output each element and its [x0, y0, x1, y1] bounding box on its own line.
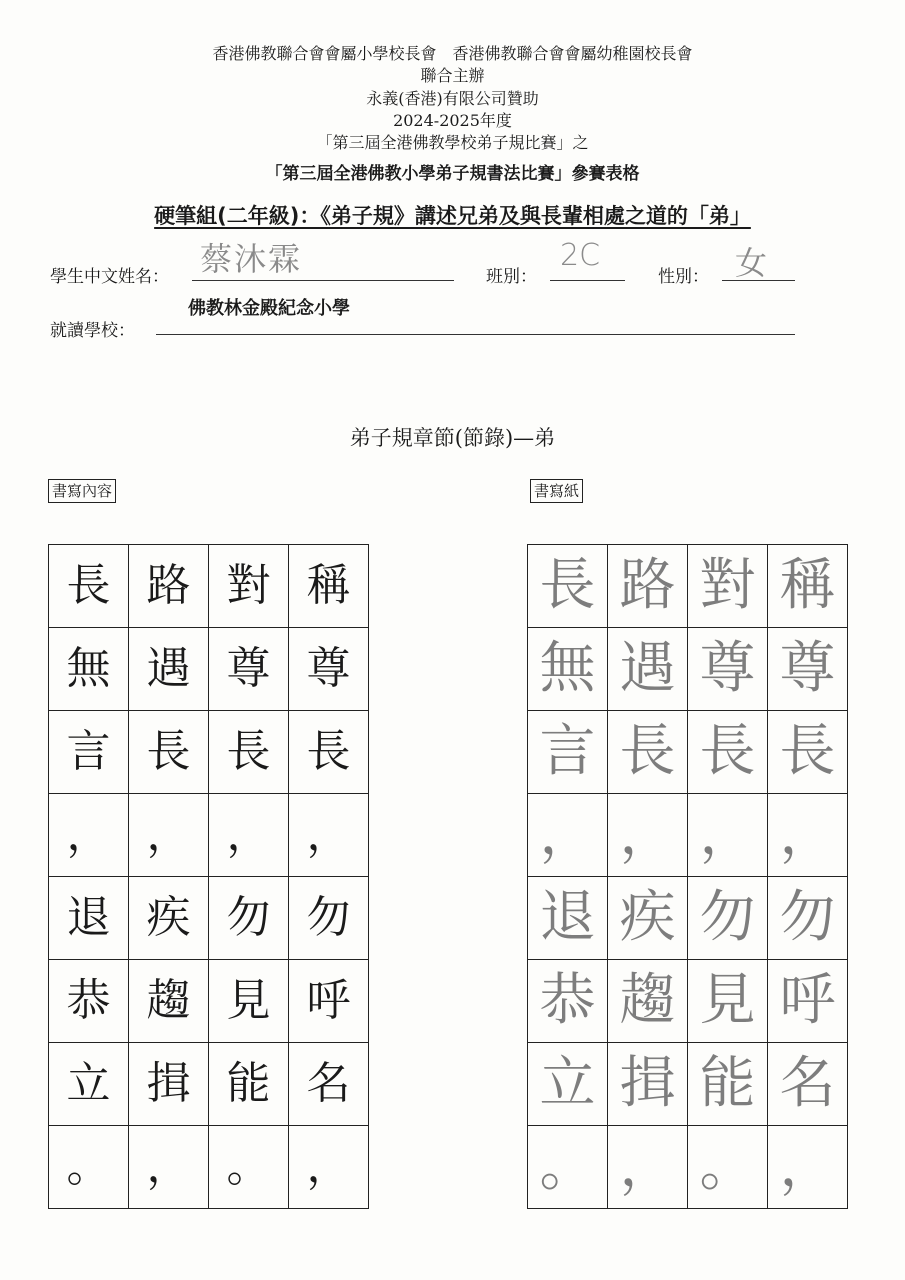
content-cell: ， [49, 794, 129, 877]
sponsor-line: 永義(香港)有限公司贊助 [366, 89, 539, 108]
writing-cell: 能 [688, 1043, 768, 1126]
name-label: 學生中文姓名： [50, 267, 169, 287]
section-title: 弟子規章節(節錄)—弟 [349, 426, 556, 450]
content-cell: ， [289, 1126, 369, 1209]
writing-cell: ， [768, 794, 848, 877]
content-cell: 言 [49, 711, 129, 794]
content-cell: 。 [49, 1126, 129, 1209]
writing-cell: 言 [528, 711, 608, 794]
writing-cell: 長 [528, 545, 608, 628]
writing-cell: 趨 [608, 960, 688, 1043]
school-field[interactable] [156, 314, 795, 335]
gender-label: 性別： [658, 267, 709, 287]
writing-cell: 路 [608, 545, 688, 628]
content-cell: 尊 [289, 628, 369, 711]
paper-label: 書寫紙 [530, 479, 583, 503]
content-cell: 路 [129, 545, 209, 628]
content-label: 書寫內容 [48, 479, 116, 503]
content-cell: 遇 [129, 628, 209, 711]
content-cell: 無 [49, 628, 129, 711]
co-host-line: 聯合主辦 [420, 66, 485, 85]
content-cell: ， [129, 794, 209, 877]
writing-cell: 見 [688, 960, 768, 1043]
content-cell: 尊 [209, 628, 289, 711]
writing-cell: 長 [768, 711, 848, 794]
writing-cell: 長 [608, 711, 688, 794]
content-cell: 趨 [129, 960, 209, 1043]
content-cell: 長 [129, 711, 209, 794]
class-label: 班別： [486, 267, 537, 287]
writing-cell: 立 [528, 1043, 608, 1126]
content-cell: 恭 [49, 960, 129, 1043]
writing-cell: 尊 [768, 628, 848, 711]
content-cell: 勿 [289, 877, 369, 960]
writing-cell: 遇 [608, 628, 688, 711]
writing-cell: 名 [768, 1043, 848, 1126]
content-cell: 名 [289, 1043, 369, 1126]
content-cell: ， [289, 794, 369, 877]
school-label: 就讀學校： [50, 321, 135, 341]
writing-cell: 勿 [688, 877, 768, 960]
category-title: 硬筆組(二年級)：《弟子規》講述兄弟及與長輩相處之道的「弟」 [154, 204, 751, 228]
content-cell: 呼 [289, 960, 369, 1043]
writing-cell: ， [688, 794, 768, 877]
writing-cell: 呼 [768, 960, 848, 1043]
content-cell: 對 [209, 545, 289, 628]
writing-cell: 長 [688, 711, 768, 794]
writing-cell: 無 [528, 628, 608, 711]
writing-cell: 對 [688, 545, 768, 628]
writing-cell: 。 [528, 1126, 608, 1209]
content-cell: 能 [209, 1043, 289, 1126]
writing-cell: 。 [688, 1126, 768, 1209]
writing-cell: 勿 [768, 877, 848, 960]
content-cell: 揖 [129, 1043, 209, 1126]
content-cell: 勿 [209, 877, 289, 960]
writing-grid [527, 544, 848, 1209]
writing-cell: 尊 [688, 628, 768, 711]
form-title: 「第三屆全港佛教小學弟子規書法比賽」參賽表格 [265, 164, 640, 184]
writing-cell: 稱 [768, 545, 848, 628]
content-cell: ， [129, 1126, 209, 1209]
class-value: 2C [560, 238, 601, 273]
event-line: 「第三屆全港佛教學校弟子規比賽」之 [316, 133, 589, 152]
content-cell: ， [209, 794, 289, 877]
writing-cell: ， [608, 794, 688, 877]
content-cell: 長 [289, 711, 369, 794]
content-cell: 見 [209, 960, 289, 1043]
writing-cell: 恭 [528, 960, 608, 1043]
writing-cell: ， [528, 794, 608, 877]
content-cell: 長 [209, 711, 289, 794]
writing-cell: ， [608, 1126, 688, 1209]
writing-cell: 退 [528, 877, 608, 960]
content-cell: 長 [49, 545, 129, 628]
content-cell: 立 [49, 1043, 129, 1126]
content-grid [48, 544, 369, 1209]
content-cell: 。 [209, 1126, 289, 1209]
writing-cell: 揖 [608, 1043, 688, 1126]
year-line: 2024-2025年度 [393, 111, 512, 130]
writing-cell: 疾 [608, 877, 688, 960]
name-value: 蔡沐霖 [200, 240, 303, 278]
content-cell: 疾 [129, 877, 209, 960]
school-value: 佛教林金殿紀念小學 [188, 298, 350, 319]
writing-cell: ， [768, 1126, 848, 1209]
content-cell: 退 [49, 877, 129, 960]
content-cell: 稱 [289, 545, 369, 628]
organizers-line: 香港佛教聯合會會屬小學校長會 香港佛教聯合會會屬幼稚園校長會 [212, 44, 693, 63]
gender-value: 女 [735, 244, 768, 282]
